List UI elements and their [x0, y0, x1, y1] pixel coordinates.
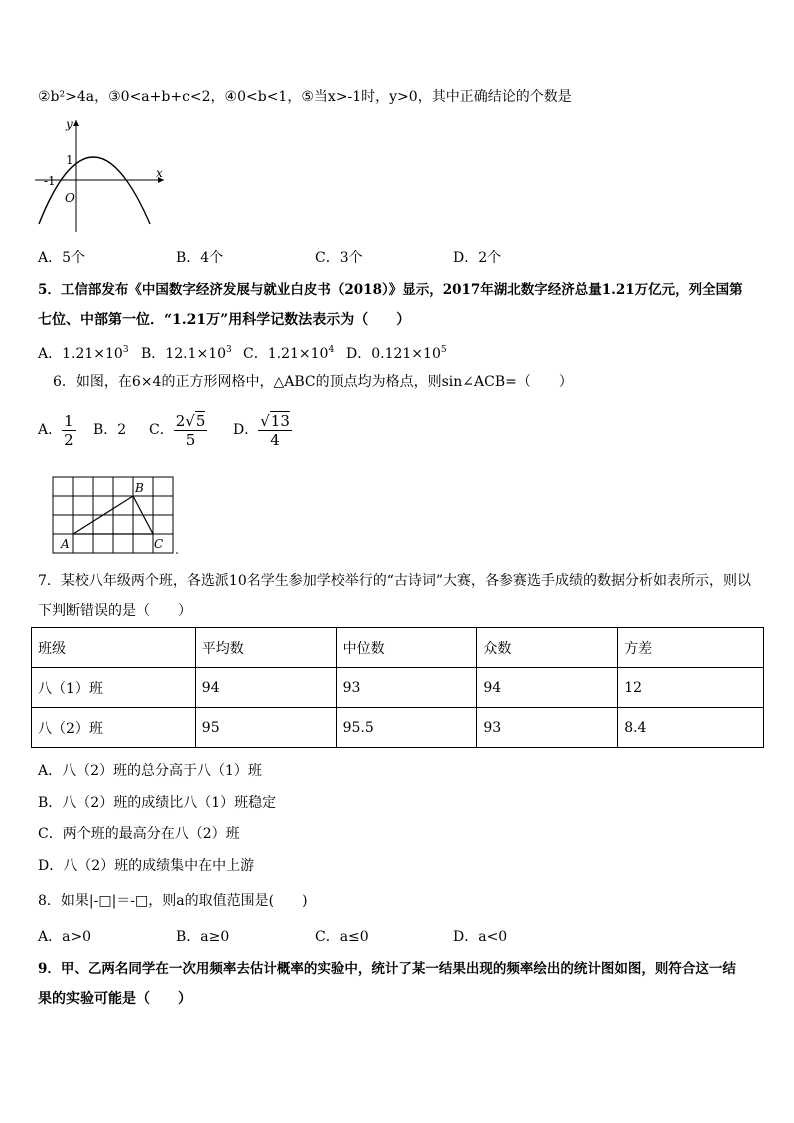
- q6-option-b[interactable]: B．2: [93, 422, 127, 438]
- table-cell: 八（2）班: [32, 708, 196, 748]
- graph-one-label: 1: [66, 153, 74, 167]
- q5-option-d[interactable]: D．$0.121\times 10^5$: [346, 345, 447, 362]
- grid-figure: [50, 474, 184, 558]
- q7-option-b[interactable]: B．八（2）班的成绩比八（1）班稳定: [38, 795, 277, 811]
- graph-neg-one-label: -1: [44, 174, 56, 188]
- q7-stem-line1: 7．某校八年级两个班，各选派10名学生参加学校举行的“古诗词”大赛，各参赛选手成绩的数据分析如表所示，则以: [38, 573, 752, 589]
- q9-stem-line1: 9．甲、乙两名同学在一次用频率去估计概率的实验中，统计了某一结果出现的频率绘出的统计图如图，则符合这一结: [38, 961, 736, 977]
- q5-stem-line1: 5．工信部发布《中国数字经济发展与就业白皮书（2018）》显示，2017年湖北数字经济总量1.21万亿元，列全国第: [38, 282, 743, 298]
- q9-stem-line2: 果的实验可能是（ ）: [38, 991, 192, 1007]
- q4-conditions: ②b²>4a，③0<a+b+c<2，④0<b<1，⑤当x>-1时，y>0，其中正确结论的个数是: [38, 89, 572, 105]
- table-cell: 12: [618, 668, 764, 708]
- table-header-cell: 中位数: [336, 628, 477, 668]
- table-header-cell: 平均数: [195, 628, 336, 668]
- graph-y-label: y: [66, 117, 73, 131]
- table-header-cell: 方差: [618, 628, 764, 668]
- q6-option-d[interactable]: D． $\frac{√13}{4}$: [233, 411, 290, 449]
- table-header-row: [32, 628, 764, 668]
- q5-stem-line2: 七位、中部第一位．“1.21万”用科学记数法表示为（ ）: [38, 312, 411, 328]
- q6-option-c[interactable]: C． $\frac{2√5}{5}$: [149, 411, 206, 449]
- grid-label-c: C: [154, 537, 164, 551]
- q5-option-b[interactable]: B．$12.1\times 10^3$: [141, 345, 232, 362]
- grid-label-a: A: [61, 537, 70, 551]
- parabola-graph: [30, 114, 170, 234]
- q7-stem-line2: 下判断错误的是（ ）: [38, 603, 192, 619]
- q6-stem: 6．如图，在6×4的正方形网格中，△ABC的顶点均为格点，则sin∠ACB=（ ）: [53, 374, 573, 390]
- q4-option-a[interactable]: A．5个: [38, 250, 86, 266]
- table-cell: 93: [336, 668, 477, 708]
- table-cell: 93: [477, 708, 618, 748]
- q7-option-c[interactable]: C．两个班的最高分在八（2）班: [38, 826, 240, 842]
- q5-option-c[interactable]: C．$1.21\times 10^4$: [243, 345, 335, 362]
- q7-option-a[interactable]: A．八（2）班的总分高于八（1）班: [38, 763, 262, 779]
- score-table: [31, 627, 764, 748]
- table-cell: 8.4: [618, 708, 764, 748]
- q8-option-b[interactable]: B．a≥0: [176, 929, 230, 945]
- q8-option-a[interactable]: A．a>0: [38, 929, 92, 945]
- table-cell: 八（1）班: [32, 668, 196, 708]
- graph-x-label: x: [156, 166, 163, 180]
- q8-option-d[interactable]: D．a<0: [453, 929, 508, 945]
- q8-option-c[interactable]: C．a≤0: [315, 929, 369, 945]
- q7-option-d[interactable]: D．八（2）班的成绩集中在中上游: [38, 858, 255, 874]
- table-row: [32, 668, 764, 708]
- table-row: [32, 708, 764, 748]
- q4-option-d[interactable]: D．2个: [453, 250, 502, 266]
- q8-stem: 8．如果|-□|＝-□，则a的取值范围是( ): [38, 893, 308, 909]
- q6-option-a[interactable]: A． $\frac{1}{2}$: [38, 411, 74, 449]
- table-cell: 94: [477, 668, 618, 708]
- table-header-cell: 班级: [32, 628, 196, 668]
- q4-option-c[interactable]: C．3个: [315, 250, 363, 266]
- q5-option-a[interactable]: A．$1.21\times 10^3$: [38, 345, 129, 362]
- table-header-cell: 众数: [477, 628, 618, 668]
- q4-option-b[interactable]: B．4个: [176, 250, 224, 266]
- graph-origin-label: O: [65, 191, 75, 205]
- grid-label-b: B: [135, 481, 144, 495]
- table-cell: 95: [195, 708, 336, 748]
- table-cell: 95.5: [336, 708, 477, 748]
- table-cell: 94: [195, 668, 336, 708]
